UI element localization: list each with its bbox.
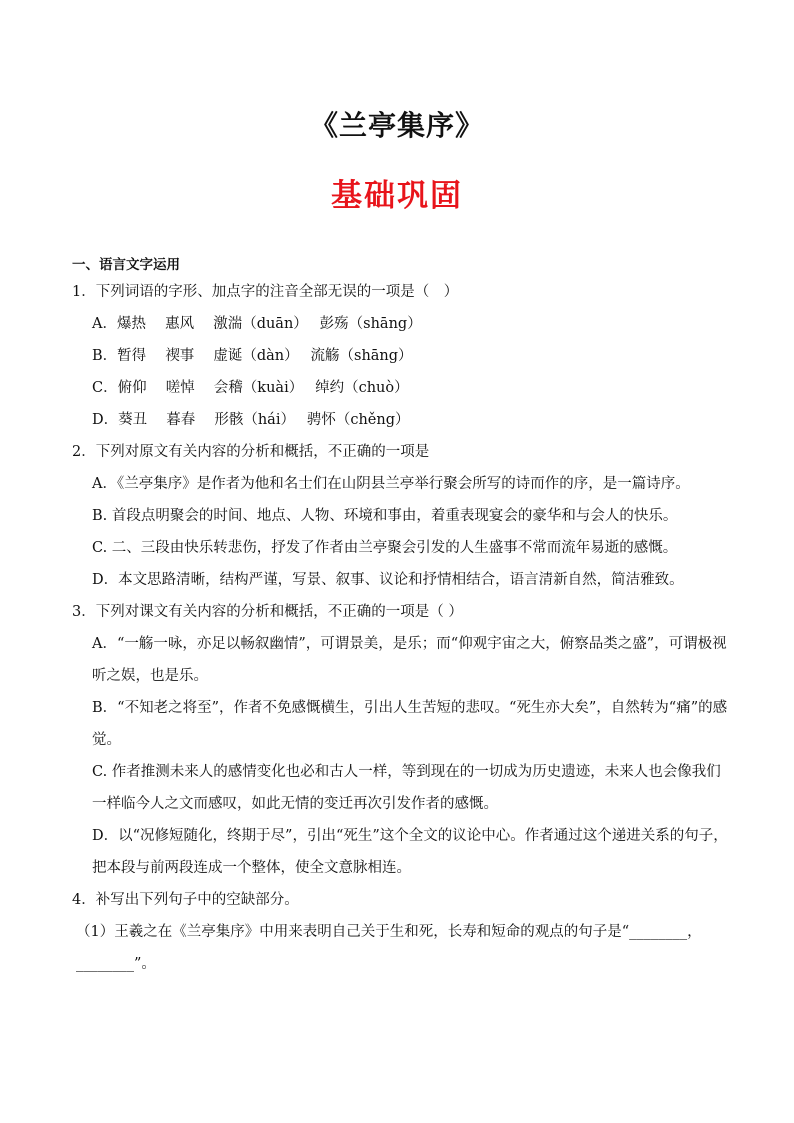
section-heading: 一、语言文字运用	[72, 257, 180, 273]
exercise-content	[72, 254, 732, 980]
question-1-stem: 1．下列词语的字形、加点字的注音全部无误的一项是（ ）	[72, 284, 459, 300]
page-title: 《兰亭集序》	[309, 109, 484, 142]
question-3-stem: 3．下列对课文有关内容的分析和概括，不正确的一项是（ ）	[72, 604, 463, 620]
question-1-option-d: D．葵丑 暮春 形骸（hái） 骋怀（chěng）	[92, 412, 410, 428]
question-3-option-d: D．以“况修短随化，终期于尽”，引出“死生”这个全文的议论中心。作者通过这个递进关系的句子，把本段与前两段连成一个整体，使全文意脉相连。	[92, 828, 728, 876]
question-1-option-a: A．爆热 惠风 激湍（duān） 彭殇（shāng）	[92, 316, 422, 332]
question-2-option-b: B. 首段点明聚会的时间、地点、人物、环境和事由，着重表现宴会的豪华和与会人的快乐。	[92, 508, 678, 524]
question-3-option-b: B．“不知老之将至”，作者不免感慨横生，引出人生苦短的悲叹。“死生亦大矣”，自然转为“痛”的感觉。	[92, 700, 728, 748]
question-2-option-a: A．《兰亭集序》是作者为他和名士们在山阴县兰亭举行聚会所写的诗而作的序，是一篇诗序。	[92, 476, 690, 492]
question-2-option-c: C. 二、三段由快乐转悲伤，抒发了作者由兰亭聚会引发的人生盛事不常而流年易逝的感慨。	[92, 540, 678, 556]
question-1-option-c: C．俯仰 嗟悼 会稽（kuài） 绰约（chuò）	[92, 380, 409, 396]
question-4-stem: 4．补写出下列句子中的空缺部分。	[72, 892, 299, 908]
page-subtitle: 基础巩固	[331, 178, 463, 214]
question-3-option-c: C. 作者推测未来人的感情变化也必和古人一样，等到现在的一切成为历史遗迹，未来人也会像我们一样临今人之文而感叹，如此无情的变迁再次引发作者的感慨。	[92, 764, 721, 812]
question-3-option-a: A．“一觞一咏，亦足以畅叙幽情”，可谓景美，是乐；而“仰观宇宙之大，俯察品类之盛”，可谓极视听之娱，也是乐。	[92, 636, 727, 684]
question-2-stem: 2．下列对原文有关内容的分析和概括，不正确的一项是	[72, 444, 430, 460]
question-4-subquestion-1: （1）王羲之在《兰亭集序》中用来表明自己关于生和死，长寿和短命的观点的句子是“________，________”。	[76, 924, 702, 972]
question-1-option-b: B．暂得 禊事 虚诞（dàn） 流觞（shāng）	[92, 348, 413, 364]
question-2-option-d: D．本文思路清晰，结构严谨，写景、叙事、议论和抒情相结合，语言清新自然，简洁雅致。	[92, 572, 684, 588]
